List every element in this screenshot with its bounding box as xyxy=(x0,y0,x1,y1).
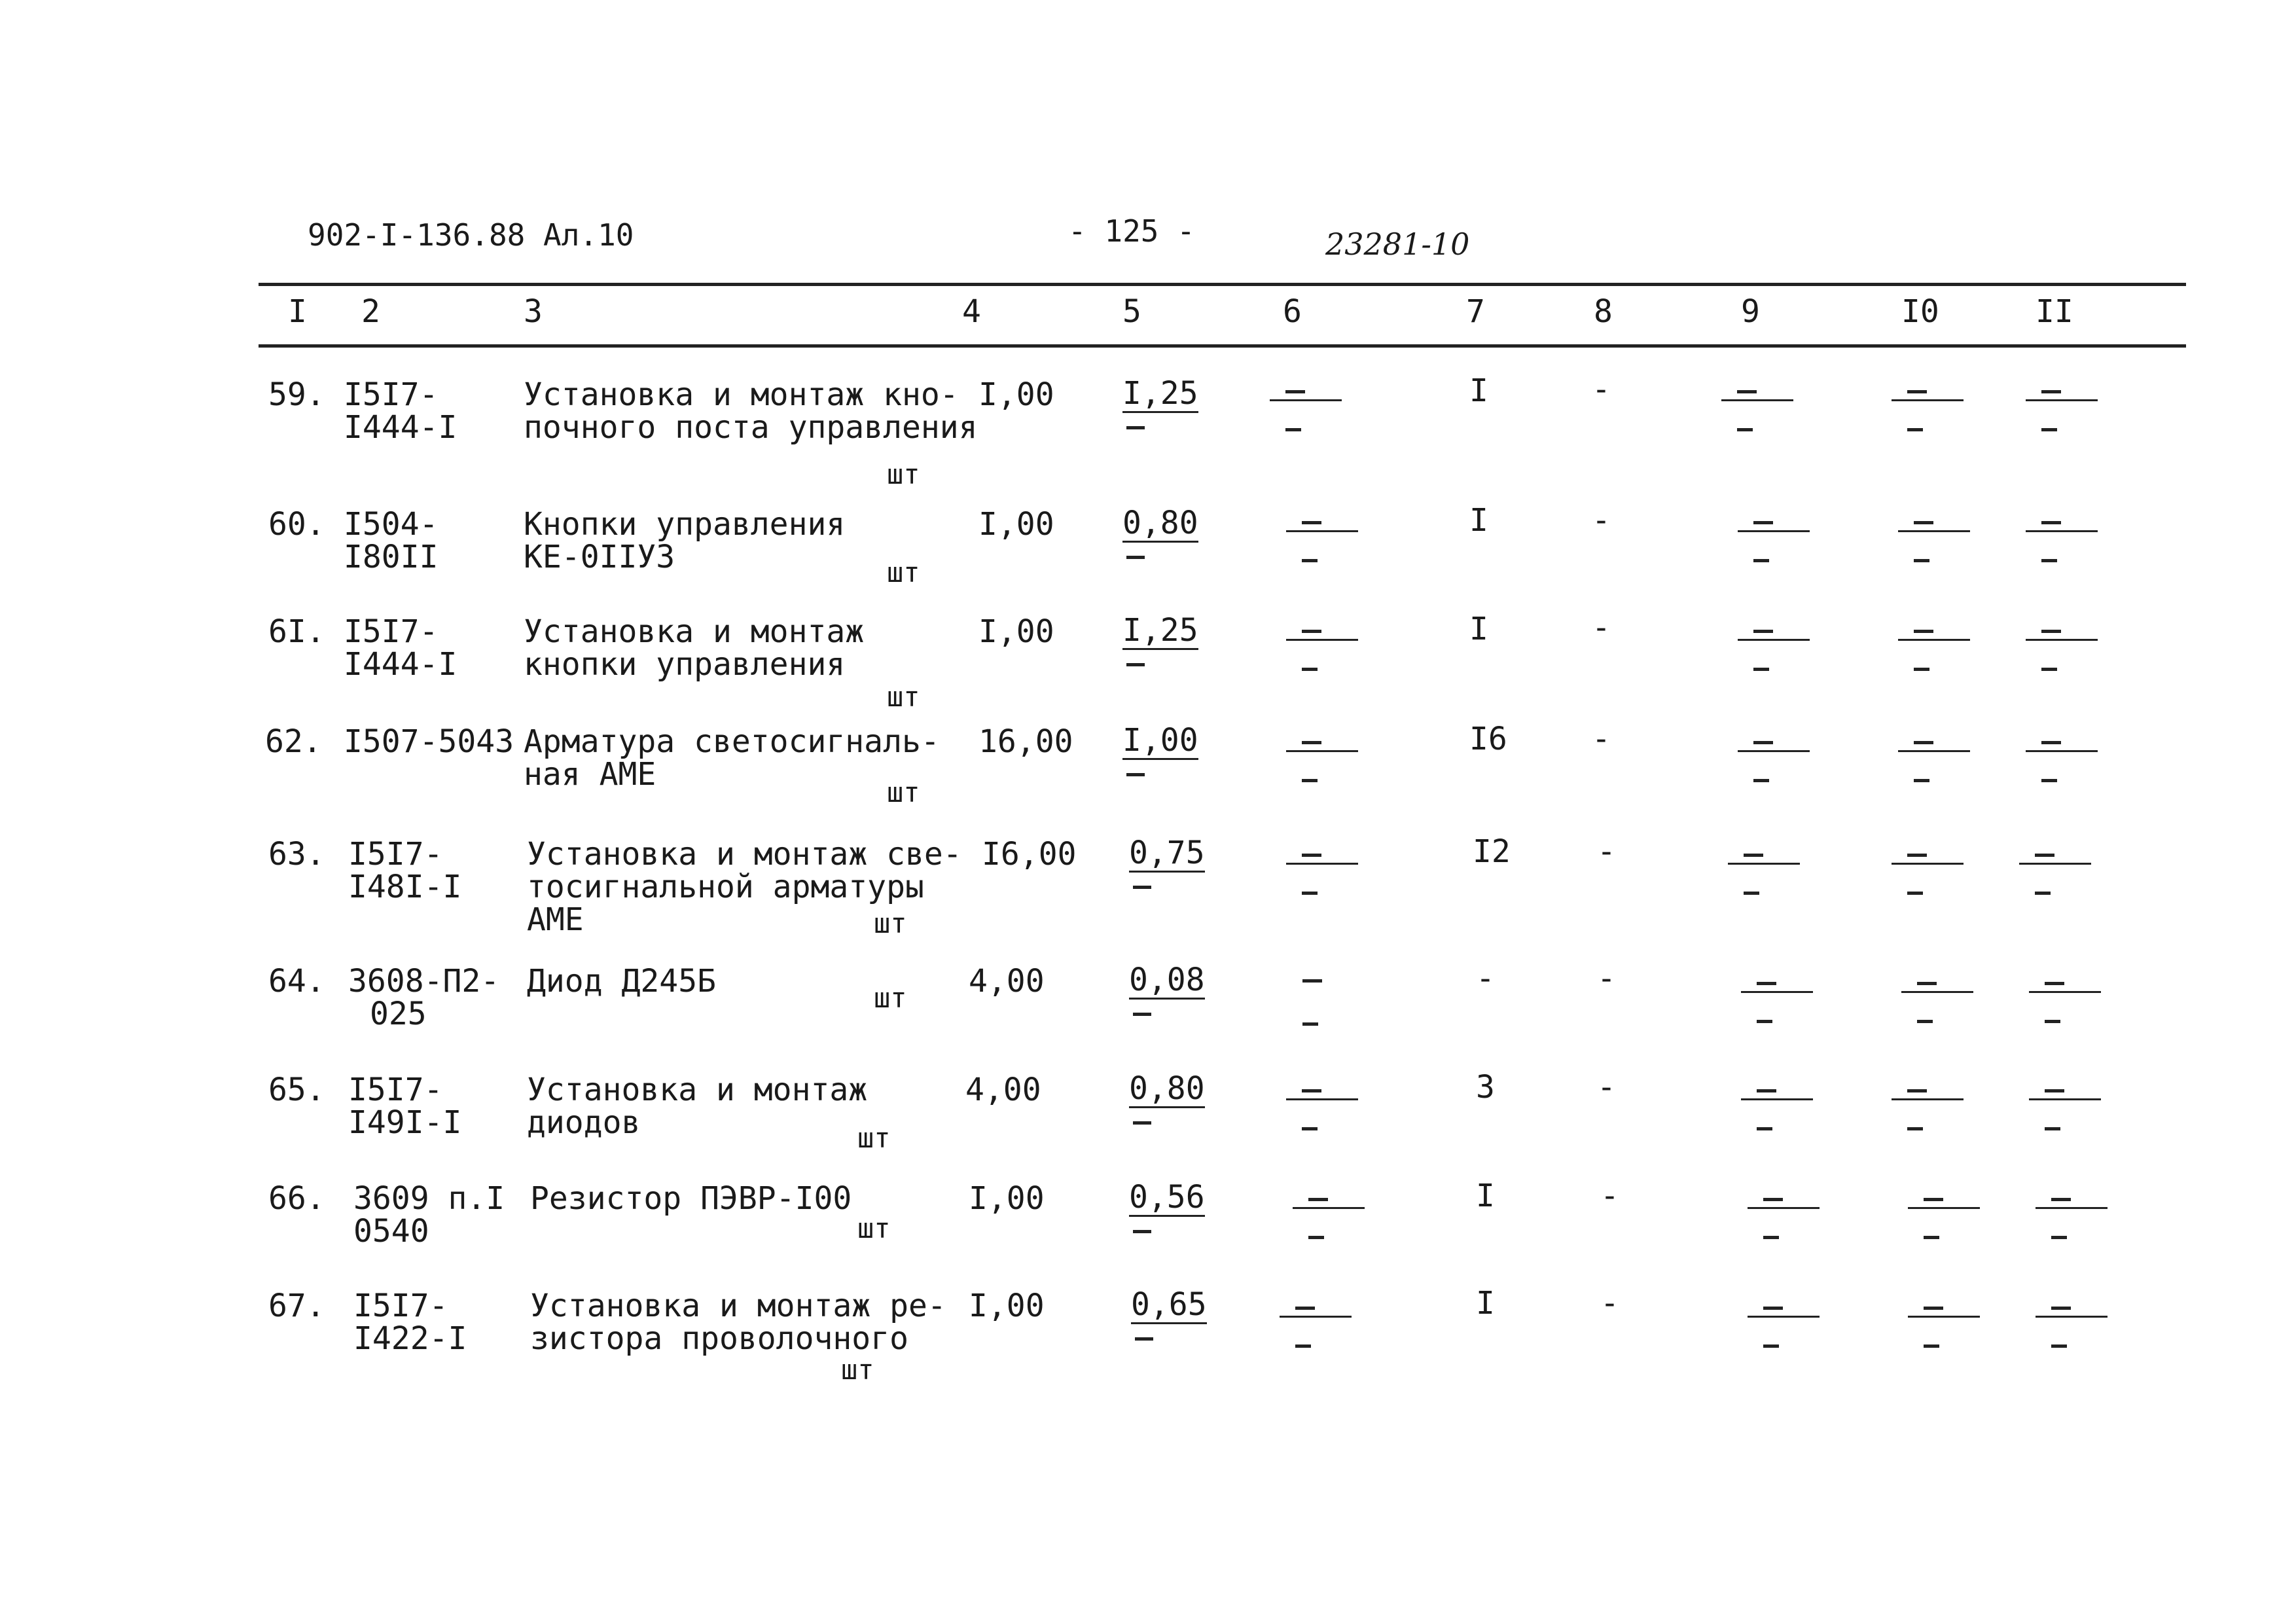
quantity: I6,00 xyxy=(982,836,1077,873)
price-code: I48I-I xyxy=(348,869,462,905)
column-header: 9 xyxy=(1741,293,1760,330)
col-8-value: - xyxy=(1592,502,1611,539)
rate-fraction xyxy=(1129,837,1205,889)
dash-mark xyxy=(1748,1307,1820,1359)
dash-mark xyxy=(1286,521,1358,573)
dash-mark xyxy=(1133,1121,1151,1125)
unit-label: шт xyxy=(887,458,920,490)
col-7-value: I xyxy=(1469,502,1488,539)
col-8-value: - xyxy=(1600,1285,1619,1322)
row-number: 64. xyxy=(268,963,325,1000)
col-8-value: - xyxy=(1592,721,1611,757)
dash-mark xyxy=(1296,979,1368,1032)
quantity: 4,00 xyxy=(965,1072,1041,1108)
item-description: кнопки управления xyxy=(524,646,846,683)
row-number: 65. xyxy=(268,1072,325,1108)
col-8-value: - xyxy=(1600,1178,1619,1214)
dash-mark xyxy=(1738,741,1810,793)
col-8-value: - xyxy=(1597,960,1616,997)
item-description: Диод Д245Б xyxy=(527,963,716,1000)
rate-fraction xyxy=(1129,1072,1205,1125)
dash-mark xyxy=(1286,854,1358,906)
unit-label: шт xyxy=(874,982,907,1014)
column-header: I xyxy=(288,293,307,330)
item-description: Резистор ПЭВР-I00 xyxy=(530,1180,852,1217)
item-description: АМЕ xyxy=(527,901,584,938)
dash-mark xyxy=(1908,1198,1980,1250)
dash-mark xyxy=(1126,663,1145,666)
header-bottom-rule xyxy=(259,344,2186,348)
row-number: 6I. xyxy=(268,613,325,650)
dash-mark xyxy=(2026,521,2098,573)
item-description: Кнопки управления xyxy=(524,506,846,543)
price-code: I80II xyxy=(344,539,439,575)
price-code: I49I-I xyxy=(348,1104,462,1141)
item-description: Установка и монтаж ре- xyxy=(530,1288,946,1324)
dash-mark xyxy=(2036,1307,2108,1359)
dash-mark xyxy=(1280,1307,1352,1359)
price-code: 0540 xyxy=(353,1213,429,1250)
row-number: 60. xyxy=(268,506,325,543)
col-7-value: I xyxy=(1469,611,1488,647)
price-code: I5I7- xyxy=(348,836,443,873)
price-code: I504- xyxy=(344,506,439,543)
rate-fraction xyxy=(1131,1288,1207,1341)
price-code: 3608-П2- xyxy=(348,963,500,1000)
col-7-value: - xyxy=(1476,960,1495,997)
rate-value: 0,56 xyxy=(1129,1179,1205,1216)
dash-mark xyxy=(1126,426,1145,429)
dash-mark xyxy=(1286,741,1358,793)
quantity: I,00 xyxy=(969,1180,1045,1217)
item-description: Арматура светосигналь- xyxy=(524,723,940,760)
dash-mark xyxy=(1748,1198,1820,1250)
row-number: 67. xyxy=(268,1288,325,1324)
dash-mark xyxy=(2019,854,2091,906)
column-header: I0 xyxy=(1901,293,1939,330)
table-top-rule xyxy=(259,283,2186,286)
item-description: Установка и монтаж xyxy=(527,1072,868,1108)
rate-value: I,25 xyxy=(1122,612,1198,649)
rate-value: 0,75 xyxy=(1129,835,1205,871)
dash-mark xyxy=(1135,1337,1153,1341)
column-header: 4 xyxy=(962,293,981,330)
price-code: I5I7- xyxy=(353,1288,448,1324)
column-header: 5 xyxy=(1122,293,1141,330)
rate-fraction xyxy=(1122,377,1198,429)
unit-label: шт xyxy=(841,1354,874,1386)
column-header: 6 xyxy=(1283,293,1302,330)
price-code: I5I7- xyxy=(348,1072,443,1108)
column-header: II xyxy=(2036,293,2073,330)
quantity: 16,00 xyxy=(978,723,1073,760)
dash-mark xyxy=(1898,741,1970,793)
dash-mark xyxy=(1126,556,1145,559)
price-code: 025 xyxy=(370,996,427,1032)
item-description: Установка и монтаж све- xyxy=(527,836,962,873)
price-code: I5I7- xyxy=(344,613,439,650)
dash-mark xyxy=(2026,741,2098,793)
column-header: 8 xyxy=(1594,293,1613,330)
unit-label: шт xyxy=(887,681,920,713)
col-7-value: I xyxy=(1469,372,1488,409)
quantity: I,00 xyxy=(969,1288,1045,1324)
dash-mark xyxy=(1721,390,1793,442)
rate-value: I,00 xyxy=(1122,722,1198,759)
quantity: 4,00 xyxy=(969,963,1045,1000)
col-7-value: I6 xyxy=(1469,721,1507,757)
page-number: - 125 - xyxy=(1068,213,1195,249)
dash-mark xyxy=(1892,390,1964,442)
col-8-value: - xyxy=(1592,371,1611,408)
unit-label: шт xyxy=(857,1212,891,1244)
dash-mark xyxy=(2026,630,2098,682)
price-code: I444-I xyxy=(344,409,457,446)
col-7-value: 3 xyxy=(1476,1069,1495,1106)
dash-mark xyxy=(1133,886,1151,889)
price-code: I422-I xyxy=(353,1320,467,1357)
item-description: диодов xyxy=(527,1104,641,1141)
item-description: почного поста управления xyxy=(524,409,978,446)
unit-label: шт xyxy=(874,907,907,939)
item-description: Установка и монтаж xyxy=(524,613,865,650)
quantity: I,00 xyxy=(978,613,1054,650)
dash-mark xyxy=(1908,1307,1980,1359)
document-code: 902-I-136.88 Ал.10 xyxy=(308,217,634,253)
rate-fraction xyxy=(1129,964,1205,1016)
dash-mark xyxy=(1738,630,1810,682)
col-7-value: I xyxy=(1476,1178,1495,1214)
rate-value: 0,80 xyxy=(1129,1070,1205,1107)
price-code: I5I7- xyxy=(344,376,439,413)
dash-mark xyxy=(1293,1198,1365,1250)
rate-value: 0,65 xyxy=(1131,1286,1207,1323)
row-number: 59. xyxy=(268,376,325,413)
col-7-value: I2 xyxy=(1473,833,1511,870)
item-description: Установка и монтаж кно- xyxy=(524,376,959,413)
dash-mark xyxy=(2029,982,2101,1034)
price-code: 3609 п.I xyxy=(353,1180,505,1217)
rate-value: 0,80 xyxy=(1122,505,1198,541)
quantity: I,00 xyxy=(978,376,1054,413)
column-header: 2 xyxy=(361,293,380,330)
dash-mark xyxy=(1270,390,1342,442)
col-7-value: I xyxy=(1476,1285,1495,1322)
dash-mark xyxy=(1133,1013,1151,1016)
dash-mark xyxy=(1728,854,1800,906)
rate-fraction xyxy=(1122,724,1198,776)
dash-mark xyxy=(1898,521,1970,573)
rate-value: 0,08 xyxy=(1129,962,1205,998)
col-8-value: - xyxy=(1597,1069,1616,1106)
dash-mark xyxy=(1898,630,1970,682)
rate-fraction xyxy=(1122,507,1198,559)
unit-label: шт xyxy=(887,776,920,808)
item-description: тосигнальной арматуры xyxy=(527,869,924,905)
column-header: 7 xyxy=(1466,293,1485,330)
rate-value: I,25 xyxy=(1122,375,1198,412)
rate-fraction xyxy=(1129,1181,1205,1233)
item-description: КЕ-0IIУ3 xyxy=(524,539,675,575)
dash-mark xyxy=(1892,1089,1964,1142)
quantity: I,00 xyxy=(978,506,1054,543)
dash-mark xyxy=(1286,630,1358,682)
dash-mark xyxy=(1286,1089,1358,1142)
col-8-value: - xyxy=(1592,609,1611,646)
dash-mark xyxy=(2029,1089,2101,1142)
dash-mark xyxy=(1901,982,1973,1034)
price-code: I507-5043 xyxy=(344,723,514,760)
document-cipher: 23281-10 xyxy=(1325,226,1470,262)
item-description: ная АМЕ xyxy=(524,756,656,793)
price-code: I444-I xyxy=(344,646,457,683)
dash-mark xyxy=(1892,854,1964,906)
unit-label: шт xyxy=(887,556,920,588)
unit-label: шт xyxy=(857,1122,891,1154)
dash-mark xyxy=(1126,773,1145,776)
rate-fraction xyxy=(1122,614,1198,666)
row-number: 63. xyxy=(268,836,325,873)
row-number: 66. xyxy=(268,1180,325,1217)
col-8-value: - xyxy=(1597,833,1616,870)
dash-mark xyxy=(2036,1198,2108,1250)
item-description: зистора проволочного xyxy=(530,1320,908,1357)
row-number: 62. xyxy=(265,723,322,760)
dash-mark xyxy=(2026,390,2098,442)
dash-mark xyxy=(1741,982,1813,1034)
dash-mark xyxy=(1741,1089,1813,1142)
dash-mark xyxy=(1133,1230,1151,1233)
dash-mark xyxy=(1738,521,1810,573)
column-header: 3 xyxy=(524,293,543,330)
